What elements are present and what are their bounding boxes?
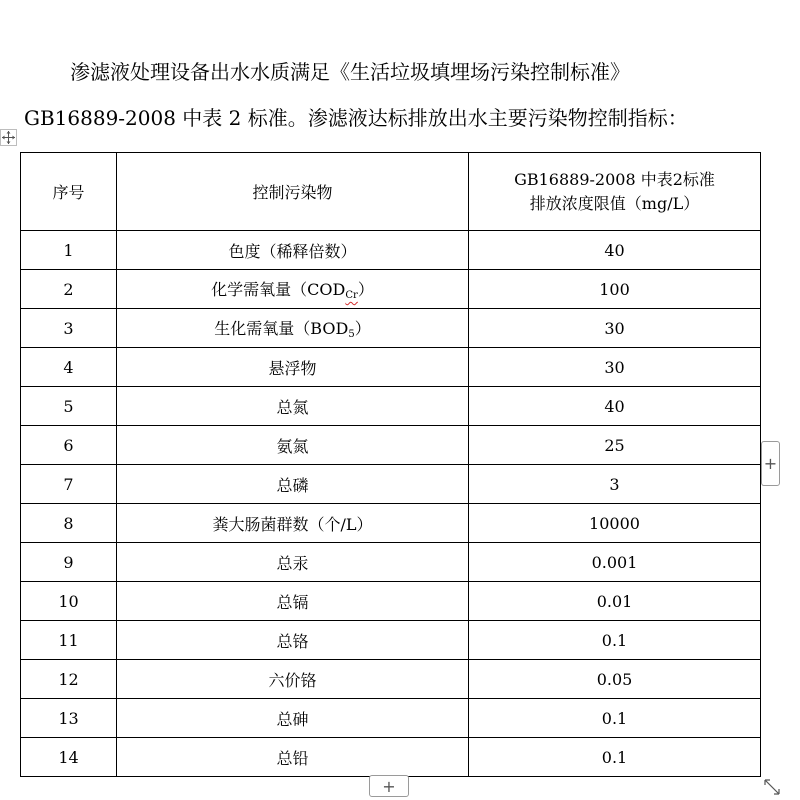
pollutant-subscript: Cr	[345, 290, 358, 301]
row-no[interactable]: 5	[21, 387, 117, 426]
row-pollutant[interactable]	[117, 270, 469, 309]
table-row	[21, 582, 761, 621]
pollutant-text: 化学需氧量（COD	[211, 280, 346, 299]
row-limit[interactable]: 3	[469, 465, 761, 504]
table-row	[21, 270, 761, 309]
paragraph-line-1: 渗滤液处理设备出水水质满足《生活垃圾填埋场污染控制标准》	[70, 60, 630, 84]
row-no[interactable]: 13	[21, 699, 117, 738]
table-row	[21, 699, 761, 738]
table-row	[21, 309, 761, 348]
row-pollutant[interactable]: 粪大肠菌群数（个/L）	[117, 504, 469, 543]
row-limit[interactable]: 0.001	[469, 543, 761, 582]
row-no[interactable]: 10	[21, 582, 117, 621]
add-column-button[interactable]	[761, 441, 780, 486]
row-no[interactable]: 3	[21, 309, 117, 348]
table-row	[21, 543, 761, 582]
row-pollutant[interactable]: 氨氮	[117, 426, 469, 465]
table-row	[21, 465, 761, 504]
row-no[interactable]: 12	[21, 660, 117, 699]
row-pollutant[interactable]: 总砷	[117, 699, 469, 738]
row-limit[interactable]: 30	[469, 309, 761, 348]
row-limit[interactable]: 0.1	[469, 621, 761, 660]
row-pollutant[interactable]: 总磷	[117, 465, 469, 504]
table-row	[21, 504, 761, 543]
plus-icon: +	[382, 776, 396, 796]
row-limit[interactable]: 10000	[469, 504, 761, 543]
pollutant-limits-table	[20, 152, 761, 777]
row-limit[interactable]: 25	[469, 426, 761, 465]
table-row	[21, 738, 761, 777]
row-pollutant[interactable]: 总铬	[117, 621, 469, 660]
header-limit[interactable]	[469, 153, 761, 231]
plus-icon: +	[763, 454, 778, 473]
row-limit[interactable]: 40	[469, 387, 761, 426]
table-header-row	[21, 153, 761, 231]
pollutant-text-tail: ）	[354, 319, 371, 338]
row-pollutant[interactable]: 总镉	[117, 582, 469, 621]
row-pollutant[interactable]	[117, 309, 469, 348]
table-row	[21, 231, 761, 270]
row-no[interactable]: 6	[21, 426, 117, 465]
row-pollutant[interactable]: 总氮	[117, 387, 469, 426]
header-no[interactable]: 序号	[21, 153, 117, 231]
row-no[interactable]: 7	[21, 465, 117, 504]
row-no[interactable]: 14	[21, 738, 117, 777]
header-pollutant[interactable]: 控制污染物	[117, 153, 469, 231]
row-limit[interactable]: 0.1	[469, 738, 761, 777]
row-pollutant[interactable]: 悬浮物	[117, 348, 469, 387]
row-no[interactable]: 4	[21, 348, 117, 387]
table-resize-handle[interactable]	[763, 778, 781, 796]
row-pollutant[interactable]: 总汞	[117, 543, 469, 582]
row-limit[interactable]: 0.01	[469, 582, 761, 621]
header-limit-line1: GB16889-2008 中表2标准	[514, 169, 715, 189]
table-row	[21, 660, 761, 699]
resize-icon	[763, 778, 781, 796]
pollutant-text: 生化需氧量（BOD	[214, 319, 349, 338]
table-row	[21, 387, 761, 426]
table-move-handle[interactable]	[0, 129, 17, 146]
table-row	[21, 348, 761, 387]
row-limit[interactable]: 0.1	[469, 699, 761, 738]
row-no[interactable]: 2	[21, 270, 117, 309]
table-row	[21, 621, 761, 660]
row-no[interactable]: 11	[21, 621, 117, 660]
add-row-button[interactable]	[369, 775, 409, 797]
pollutant-subscript: 5	[348, 329, 355, 340]
row-no[interactable]: 1	[21, 231, 117, 270]
row-no[interactable]: 8	[21, 504, 117, 543]
row-limit[interactable]: 40	[469, 231, 761, 270]
pollutant-text-tail: ）	[357, 280, 374, 299]
move-icon	[1, 130, 16, 145]
row-no[interactable]: 9	[21, 543, 117, 582]
row-pollutant[interactable]: 总铅	[117, 738, 469, 777]
row-limit[interactable]: 100	[469, 270, 761, 309]
table-row	[21, 426, 761, 465]
row-limit[interactable]: 30	[469, 348, 761, 387]
row-pollutant[interactable]: 色度（稀释倍数）	[117, 231, 469, 270]
header-limit-line2: 排放浓度限值（mg/L）	[529, 193, 700, 213]
row-pollutant[interactable]: 六价铬	[117, 660, 469, 699]
row-limit[interactable]: 0.05	[469, 660, 761, 699]
paragraph-line-2: GB16889-2008 中表 2 标准。渗滤液达标排放出水主要污染物控制指标：	[24, 106, 688, 130]
